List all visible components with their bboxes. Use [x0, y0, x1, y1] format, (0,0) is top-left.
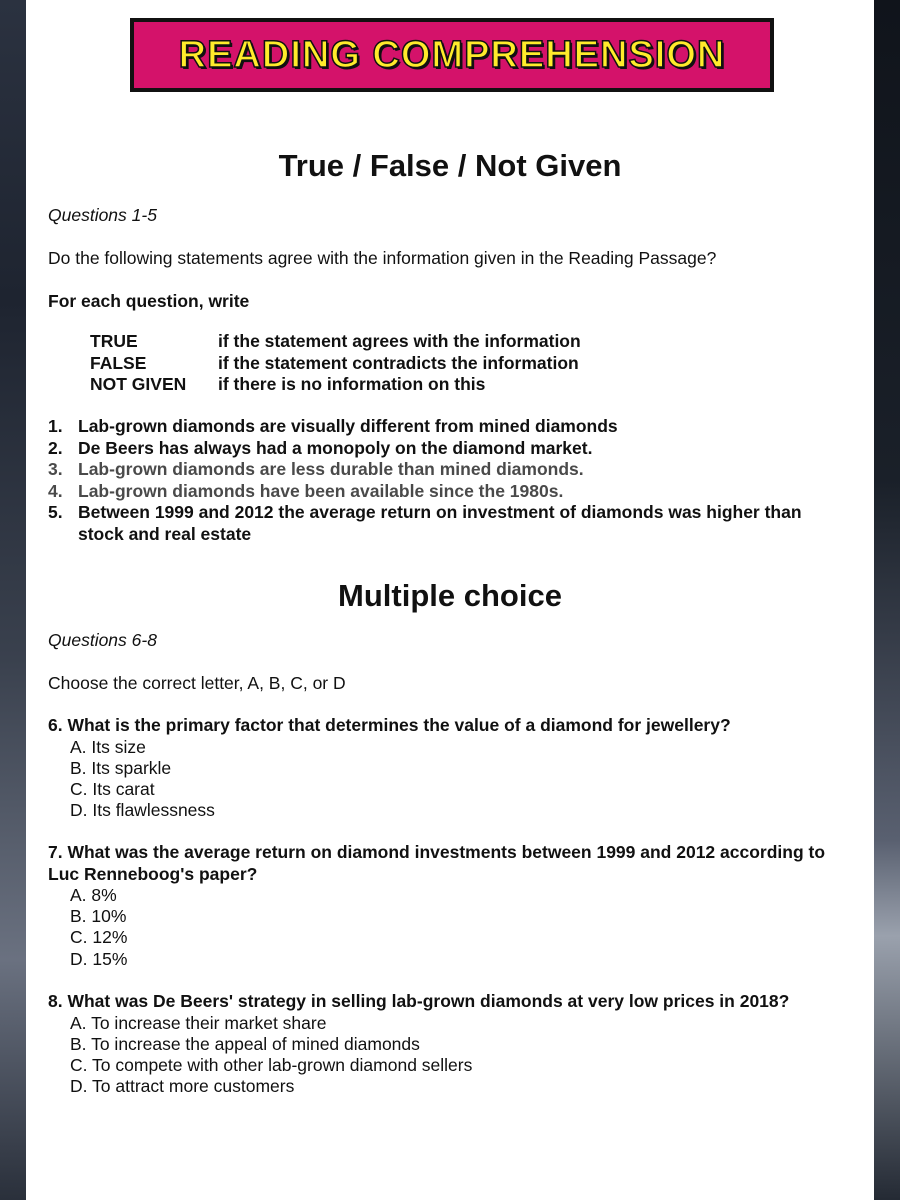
statement-number: 2.	[48, 437, 63, 458]
statement-item	[48, 502, 848, 545]
tfng-write-prompt: For each question, write	[48, 291, 250, 311]
answer-option: B. To increase the appeal of mined diamonds	[70, 1033, 420, 1054]
mc-question-8	[48, 991, 848, 1097]
statement-text: Lab-grown diamonds have been available since the 1980s.	[78, 480, 564, 501]
answer-option: B. 10%	[70, 906, 127, 927]
statement-item	[48, 416, 848, 438]
answer-option: A. 8%	[70, 885, 117, 905]
legend-meaning: if the statement agrees with the information	[218, 331, 581, 352]
legend-key: FALSE	[90, 352, 147, 373]
legend-row-false	[90, 353, 581, 375]
answer-option: C. 12%	[70, 927, 128, 948]
banner-title: READING COMPREHENSION	[178, 33, 726, 76]
answer-option: C. Its carat	[70, 778, 155, 799]
legend-row-true	[90, 331, 581, 353]
answer-option: A. Its size	[70, 736, 146, 757]
legend-key: TRUE	[90, 331, 138, 352]
statement-text: De Beers has always had a monopoly on the diamond market.	[78, 437, 593, 458]
tfng-instruction: Do the following statements agree with the information given in the Reading Passage?	[48, 248, 717, 268]
statement-item	[48, 481, 848, 503]
question-text: 8. What was De Beers' strategy in selling lab-grown diamonds at very low prices in 2018?	[48, 991, 790, 1011]
answer-option: D. Its flawlessness	[70, 800, 215, 821]
tfng-questions-range: Questions 1-5	[48, 205, 157, 225]
statement-number: 5.	[48, 502, 63, 522]
question-text: 6. What is the primary factor that determines the value of a diamond for jewellery?	[48, 715, 731, 735]
background-left	[0, 0, 26, 1200]
statement-item	[48, 438, 848, 460]
tfng-heading: True / False / Not Given	[278, 148, 622, 183]
banner	[130, 18, 774, 92]
answer-option: B. Its sparkle	[70, 757, 172, 778]
statement-number: 3.	[48, 459, 63, 479]
background-right	[874, 0, 900, 1200]
answer-option: A. To increase their market share	[70, 1012, 327, 1033]
answer-option: C. To compete with other lab-grown diamond sellers	[70, 1054, 473, 1075]
statement-item	[48, 459, 848, 481]
mc-instruction: Choose the correct letter, A, B, C, or D	[48, 673, 346, 693]
legend-key: NOT GIVEN	[90, 374, 187, 395]
statement-text: Between 1999 and 2012 the average return on investment of diamonds was higher than stock and real estate	[78, 502, 802, 544]
answer-option: D. 15%	[70, 948, 128, 969]
mc-question-7	[48, 842, 848, 970]
statement-text: Lab-grown diamonds are visually different from mined diamonds	[78, 416, 618, 436]
legend-meaning: if there is no information on this	[218, 374, 486, 395]
worksheet-page	[26, 0, 874, 1200]
mc-question-6	[48, 715, 848, 821]
statement-list	[48, 416, 848, 545]
legend-row-not-given	[90, 374, 581, 396]
statement-number: 4.	[48, 480, 63, 501]
answer-legend	[90, 331, 581, 396]
answer-option: D. To attract more customers	[70, 1076, 295, 1097]
legend-meaning: if the statement contradicts the information	[218, 352, 579, 373]
mc-heading: Multiple choice	[338, 578, 562, 613]
mc-questions-range: Questions 6-8	[48, 630, 157, 650]
question-text: 7. What was the average return on diamond investments between 1999 and 2012 according to Luc Renneboog's paper?	[48, 842, 826, 884]
statement-text: Lab-grown diamonds are less durable than mined diamonds.	[78, 459, 584, 479]
statement-number: 1.	[48, 416, 63, 436]
